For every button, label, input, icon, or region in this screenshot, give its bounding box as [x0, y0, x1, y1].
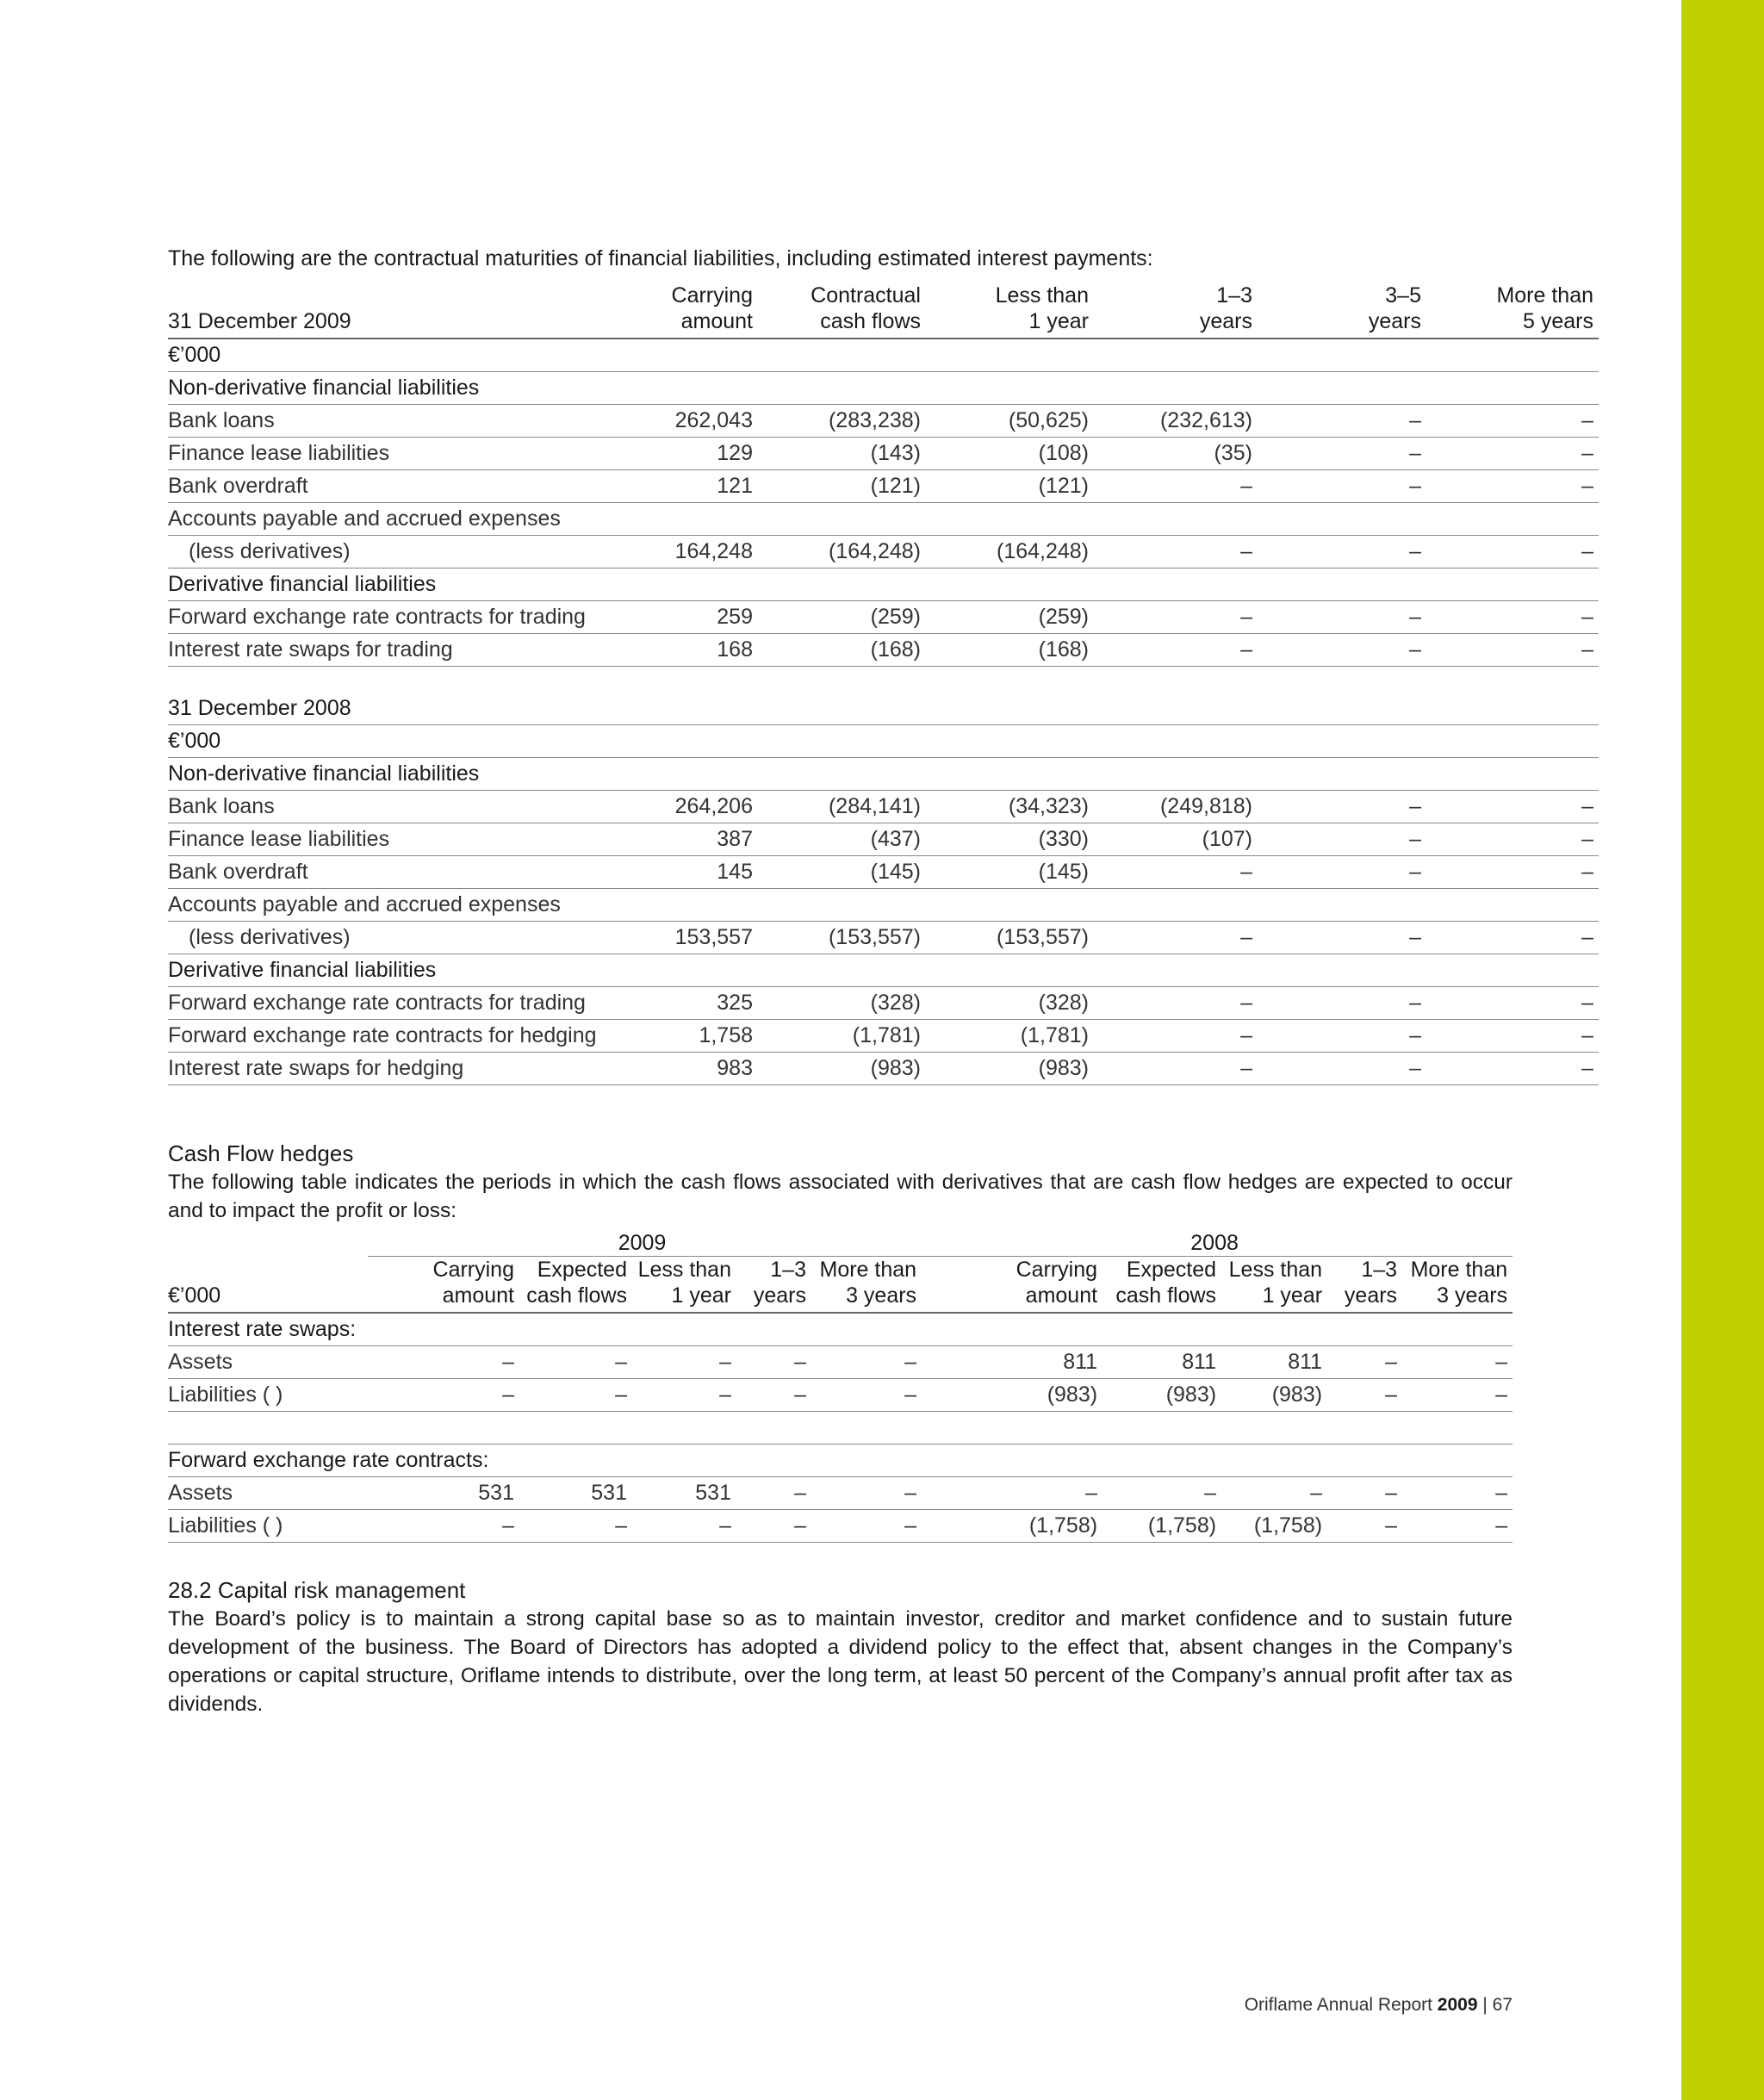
cell-value: (1,758) [922, 1510, 1102, 1543]
cell-value: – [1258, 438, 1426, 470]
cell-value: – [1327, 1477, 1402, 1510]
cfh-header-row [168, 1257, 1512, 1314]
table-row [168, 405, 1599, 438]
cell-value: – [1426, 1020, 1599, 1053]
col-header: More than 3 years [811, 1257, 922, 1314]
cell-value: (437) [758, 823, 926, 856]
footer-text: Oriflame Annual Report [1244, 1995, 1438, 2015]
cell-value: (328) [926, 987, 1094, 1020]
cell-value: (1,781) [758, 1020, 926, 1053]
cell-value: – [1094, 601, 1258, 634]
cell-value: 264,206 [590, 791, 758, 823]
cell-value: 811 [1221, 1346, 1327, 1379]
table-row [168, 634, 1599, 667]
capital-risk-heading: 28.2 Capital risk management [168, 1577, 466, 1603]
row-label: Assets [168, 1346, 368, 1379]
cell-value: – [1258, 470, 1426, 503]
table-row [168, 823, 1599, 856]
cell-value: – [1426, 823, 1599, 856]
cell-value: – [368, 1379, 519, 1412]
row-label: Bank loans [168, 405, 590, 438]
cell-value: – [1426, 987, 1599, 1020]
cell-value: (259) [926, 601, 1094, 634]
cell-value: – [1402, 1510, 1512, 1543]
cell-value: – [1094, 536, 1258, 568]
cell-value: – [1327, 1510, 1402, 1543]
cell-value: – [1327, 1379, 1402, 1412]
cell-value: 145 [590, 856, 758, 889]
row-label: Bank overdraft [168, 856, 590, 889]
cell-value: (328) [758, 987, 926, 1020]
cash-flow-hedges-heading: Cash Flow hedges [168, 1140, 354, 1166]
cell-value: – [1402, 1477, 1512, 1510]
cell-value: (284,141) [758, 791, 926, 823]
maturity-table [168, 283, 1599, 1085]
section-heading: Non-derivative financial liabilities [168, 758, 1599, 791]
cell-value: – [1258, 405, 1426, 438]
intro-text: The following are the contractual maturities of financial liabilities, including estimated interest payments: [168, 246, 1153, 270]
cell-value: – [1094, 1020, 1258, 1053]
cell-value: – [1327, 1346, 1402, 1379]
cell-value: – [1258, 823, 1426, 856]
cell-value: 129 [590, 438, 758, 470]
col-header: Carrying amount [922, 1257, 1102, 1314]
cell-value: – [1094, 922, 1258, 954]
cell-value: – [632, 1510, 736, 1543]
table-row [168, 1053, 1599, 1085]
table-row [168, 438, 1599, 470]
col-header: 1–3 years [1327, 1257, 1402, 1314]
cell-value: (121) [758, 470, 926, 503]
table-row [168, 987, 1599, 1020]
cell-value: – [1221, 1477, 1327, 1510]
year-2009-group: 2009 [368, 1225, 922, 1257]
col-header: Carrying amount [368, 1257, 519, 1314]
row-label: Accounts payable and accrued expenses [168, 503, 1599, 536]
cell-value: (259) [758, 601, 926, 634]
col-header: Contractual cash flows [758, 283, 926, 339]
col-header: More than 5 years [1426, 283, 1599, 339]
cell-value: – [368, 1346, 519, 1379]
cell-value: (1,781) [926, 1020, 1094, 1053]
cell-value: (232,613) [1094, 405, 1258, 438]
footer-separator: | [1477, 1995, 1493, 2015]
cell-value: (107) [1094, 823, 1258, 856]
cell-value: (168) [926, 634, 1094, 667]
table-row [168, 536, 1599, 568]
row-label: Bank overdraft [168, 470, 590, 503]
row-label: Forward exchange rate contracts for trading [168, 601, 590, 634]
accent-sidebar [1681, 0, 1764, 2100]
row-label: Forward exchange rate contracts for hedging [168, 1020, 590, 1053]
cell-value: – [1258, 987, 1426, 1020]
row-label: Liabilities ( ) [168, 1510, 368, 1543]
cell-value: – [1258, 1020, 1426, 1053]
cell-value: – [1258, 601, 1426, 634]
cell-value: – [632, 1346, 736, 1379]
table-row [168, 470, 1599, 503]
cell-value: – [736, 1346, 811, 1379]
cell-value: – [1426, 470, 1599, 503]
cell-value: (983) [758, 1053, 926, 1085]
cell-value: (330) [926, 823, 1094, 856]
table-row [168, 1346, 1512, 1379]
table-row [168, 856, 1599, 889]
cell-value: 983 [590, 1053, 758, 1085]
cell-value: – [1426, 438, 1599, 470]
table-row [168, 601, 1599, 634]
cell-value: 387 [590, 823, 758, 856]
cell-value: (983) [1221, 1379, 1327, 1412]
cell-value: – [1426, 536, 1599, 568]
cell-value: 531 [519, 1477, 632, 1510]
cell-value: – [1102, 1477, 1221, 1510]
cell-value: (108) [926, 438, 1094, 470]
cell-value: – [736, 1510, 811, 1543]
cell-value: – [519, 1346, 632, 1379]
col-header: 3–5 years [1258, 283, 1426, 339]
section-heading: Forward exchange rate contracts: [168, 1445, 1512, 1477]
cell-value: – [1426, 601, 1599, 634]
row-label: (less derivatives) [168, 536, 590, 568]
row-label: Interest rate swaps for hedging [168, 1053, 590, 1085]
row-label: Finance lease liabilities [168, 823, 590, 856]
col-header: Expected cash flows [1102, 1257, 1221, 1314]
cell-value: (153,557) [758, 922, 926, 954]
table-row [168, 1477, 1512, 1510]
cash-flow-hedges-text: The following table indicates the periods in which the cash flows associated with derivatives that are cash flow hedges are expected to occur and to impact the profit or loss: [168, 1171, 1512, 1222]
cash-flow-hedges-table [168, 1225, 1512, 1543]
cell-value: 325 [590, 987, 758, 1020]
cell-value: 531 [368, 1477, 519, 1510]
cell-value: – [1258, 856, 1426, 889]
cell-value: 168 [590, 634, 758, 667]
cell-value: (153,557) [926, 922, 1094, 954]
unit-label: €’000 [168, 339, 1599, 372]
cell-value: (145) [758, 856, 926, 889]
cell-value: – [1426, 922, 1599, 954]
row-label: Interest rate swaps for trading [168, 634, 590, 667]
section-heading: Non-derivative financial liabilities [168, 372, 1599, 405]
cell-value: (1,758) [1102, 1510, 1221, 1543]
cell-value: (983) [1102, 1379, 1221, 1412]
cell-value: 262,043 [590, 405, 758, 438]
row-label: Liabilities ( ) [168, 1379, 368, 1412]
cell-value: – [811, 1346, 922, 1379]
cell-value: – [1258, 634, 1426, 667]
cell-value: – [736, 1379, 811, 1412]
cell-value: – [1258, 791, 1426, 823]
cell-value: – [632, 1379, 736, 1412]
cell-value: – [1402, 1346, 1512, 1379]
cell-value: (983) [922, 1379, 1102, 1412]
cell-value: – [1426, 405, 1599, 438]
cell-value: (50,625) [926, 405, 1094, 438]
table-row [168, 1379, 1512, 1412]
table-row [168, 503, 1599, 536]
unit-label: €’000 [168, 725, 1599, 758]
cell-value: 259 [590, 601, 758, 634]
cell-value: – [1094, 634, 1258, 667]
page-content [168, 243, 1593, 1718]
cell-value: (1,758) [1221, 1510, 1327, 1543]
cell-value: – [1426, 634, 1599, 667]
cell-value: – [519, 1379, 632, 1412]
year-2009-title: 31 December 2009 [168, 283, 590, 339]
cell-value: – [1258, 536, 1426, 568]
year-2008-group: 2008 [922, 1225, 1512, 1257]
cell-value: – [368, 1510, 519, 1543]
cell-value: – [811, 1510, 922, 1543]
year-2008-title: 31 December 2008 [168, 693, 1599, 725]
cell-value: 1,758 [590, 1020, 758, 1053]
unit-label: €’000 [168, 1257, 368, 1314]
cell-value: – [1258, 922, 1426, 954]
cell-value: (121) [926, 470, 1094, 503]
row-label: Finance lease liabilities [168, 438, 590, 470]
cell-value: 811 [922, 1346, 1102, 1379]
maturity-header-row [168, 283, 1599, 339]
section-heading: Derivative financial liabilities [168, 954, 1599, 987]
cell-value: – [1402, 1379, 1512, 1412]
table-row [168, 791, 1599, 823]
cell-value: (249,818) [1094, 791, 1258, 823]
col-header: Less than 1 year [1221, 1257, 1327, 1314]
cell-value: (164,248) [758, 536, 926, 568]
row-label: (less derivatives) [168, 922, 590, 954]
cell-value: 531 [632, 1477, 736, 1510]
table-row [168, 889, 1599, 922]
cell-value: – [519, 1510, 632, 1543]
col-header: Less than 1 year [632, 1257, 736, 1314]
col-header: Less than 1 year [926, 283, 1094, 339]
cell-value: (168) [758, 634, 926, 667]
cell-value: (35) [1094, 438, 1258, 470]
row-label: Bank loans [168, 791, 590, 823]
cell-value: (983) [926, 1053, 1094, 1085]
footer-year: 2009 [1437, 1995, 1478, 2015]
col-header: Carrying amount [590, 283, 758, 339]
table-row [168, 1020, 1599, 1053]
table-row [168, 1510, 1512, 1543]
col-header: More than 3 years [1402, 1257, 1512, 1314]
row-label: Assets [168, 1477, 368, 1510]
page-number: 67 [1492, 1995, 1512, 2015]
cell-value: (164,248) [926, 536, 1094, 568]
cell-value: (283,238) [758, 405, 926, 438]
col-header: 1–3 years [1094, 283, 1258, 339]
cell-value: – [1426, 856, 1599, 889]
cell-value: – [811, 1379, 922, 1412]
cell-value: – [1094, 856, 1258, 889]
cell-value: – [1094, 1053, 1258, 1085]
capital-risk-text: The Board’s policy is to maintain a strong capital base so as to maintain investor, creditor and market confidence and to sustain future development of the business. The Board of Directors has adopted a dividend policy to the effect that, absent changes in the Company’s operations or capital structure, Oriflame intends to distribute, over the long term, at least 50 percent of the Company’s annual profit after tax as dividends. [168, 1607, 1512, 1716]
cell-value: – [922, 1477, 1102, 1510]
section-heading: Derivative financial liabilities [168, 568, 1599, 601]
table-row [168, 922, 1599, 954]
cell-value: (145) [926, 856, 1094, 889]
cell-value: – [736, 1477, 811, 1510]
cell-value: 164,248 [590, 536, 758, 568]
cell-value: – [811, 1477, 922, 1510]
cell-value: 121 [590, 470, 758, 503]
cell-value: (34,323) [926, 791, 1094, 823]
cell-value: – [1258, 1053, 1426, 1085]
cell-value: – [1426, 1053, 1599, 1085]
cell-value: – [1094, 470, 1258, 503]
row-label: Forward exchange rate contracts for trading [168, 987, 590, 1020]
cell-value: 153,557 [590, 922, 758, 954]
cell-value: 811 [1102, 1346, 1221, 1379]
col-header: 1–3 years [736, 1257, 811, 1314]
row-label: Accounts payable and accrued expenses [168, 889, 1599, 922]
cell-value: – [1426, 791, 1599, 823]
section-heading: Interest rate swaps: [168, 1313, 1512, 1346]
cell-value: (143) [758, 438, 926, 470]
col-header: Expected cash flows [519, 1257, 632, 1314]
page-footer [1240, 1995, 1512, 2016]
cell-value: – [1094, 987, 1258, 1020]
